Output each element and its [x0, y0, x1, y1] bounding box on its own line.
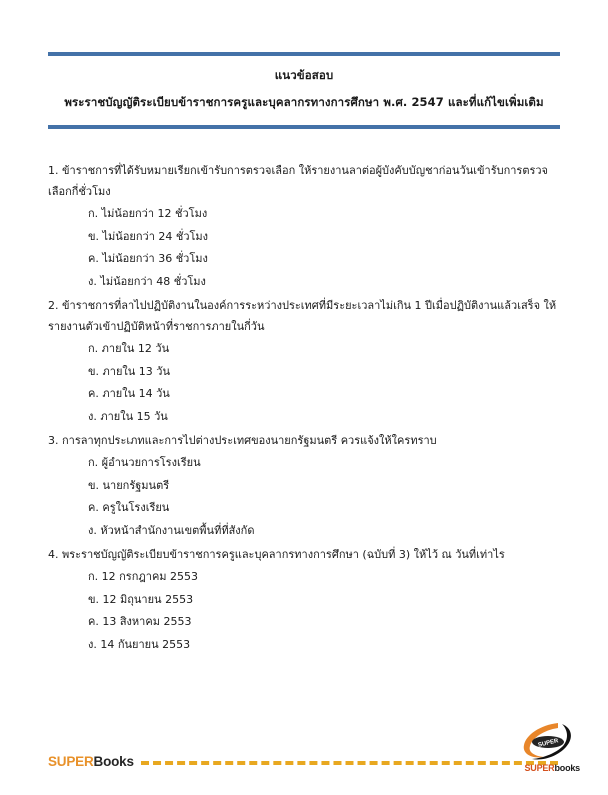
options-list [48, 203, 564, 293]
footer-brandmark [48, 754, 134, 769]
question-block [48, 544, 564, 656]
document-header [48, 52, 560, 129]
title-block [48, 56, 560, 119]
logo-wordmark [524, 763, 580, 773]
question-block [48, 160, 564, 293]
document-footer [0, 709, 608, 795]
footer-brand-books: Books [93, 754, 134, 769]
option-item: ค. 13 สิงหาคม 2553 [88, 615, 192, 628]
footer-dashed-divider [141, 761, 558, 765]
question-block [48, 430, 564, 542]
page-subtitle: พระราชบัญญัติระเบียบข้าราชการครูและบุคลากรทางการศึกษา พ.ศ. 2547 และที่แก้ไขเพิ่มเติม [64, 95, 544, 109]
question-text: 3. การลาทุกประเภทและการไปต่างประเทศของนายกรัฐมนตรี ควรแจ้งให้ใครทราบ [48, 434, 437, 447]
options-list [48, 338, 564, 428]
svg-text:SUPER: SUPER [537, 738, 560, 749]
option-item: ค. ไม่น้อยกว่า 36 ชั่วโมง [88, 252, 208, 265]
question-block [48, 295, 564, 428]
option-item: ก. ไม่น้อยกว่า 12 ชั่วโมง [88, 207, 208, 220]
footer-brand-row [48, 754, 560, 769]
questions-container [48, 160, 564, 658]
option-item: ง. ภายใน 15 วัน [88, 409, 168, 423]
option-item: ค. ครูในโรงเรียน [88, 501, 170, 514]
question-text: 4. พระราชบัญญัติระเบียบข้าราชการครูและบุคลากรทางการศึกษา (ฉบับที่ 3) ให้ไว้ ณ วันที่เท่าไร [48, 548, 505, 561]
option-item: ค. ภายใน 14 วัน [88, 387, 170, 400]
options-list [48, 452, 564, 542]
logo-word-super: SUPER [524, 763, 555, 773]
options-list [48, 566, 564, 656]
option-item: ง. ไม่น้อยกว่า 48 ชั่วโมง [88, 274, 206, 288]
option-item: ง. 14 กันยายน 2553 [88, 637, 191, 651]
superbooks-logo [518, 721, 580, 773]
option-item: ข. นายกรัฐมนตรี [88, 478, 170, 492]
logo-word-books: books [554, 763, 580, 773]
question-text: 1. ข้าราชการที่ได้รับหมายเรียกเข้ารับการตรวจเลือก ให้รายงานลาต่อผู้บังคับบัญชาก่อนวันเข้ารับการตรวจเลือกกี่ชั่วโมง [48, 164, 549, 198]
page-title: แนวข้อสอบ [274, 68, 334, 82]
question-text: 2. ข้าราชการที่ลาไปปฏิบัติงานในองค์การระหว่างประเทศที่มีระยะเวลาไม่เกิน 1 ปีเมื่อปฏิบัติงานแล้วเสร็จ ให้รายงานตัวเข้าปฏิบัติหน้าที่ราชการภายในกี่วัน [48, 299, 557, 333]
option-item: ก. ผู้อำนวยการโรงเรียน [88, 456, 201, 469]
header-rule-bottom [48, 125, 560, 129]
footer-brand-super: SUPER [48, 754, 94, 769]
option-item: ก. ภายใน 12 วัน [88, 342, 170, 355]
option-item: ข. ภายใน 13 วัน [88, 364, 170, 378]
option-item: ข. 12 มิถุนายน 2553 [88, 592, 194, 606]
option-item: ก. 12 กรกฎาคม 2553 [88, 570, 199, 583]
option-item: ง. หัวหน้าสำนักงานเขตพื้นที่ที่สังกัด [88, 523, 255, 537]
option-item: ข. ไม่น้อยกว่า 24 ชั่วโมง [88, 229, 209, 243]
